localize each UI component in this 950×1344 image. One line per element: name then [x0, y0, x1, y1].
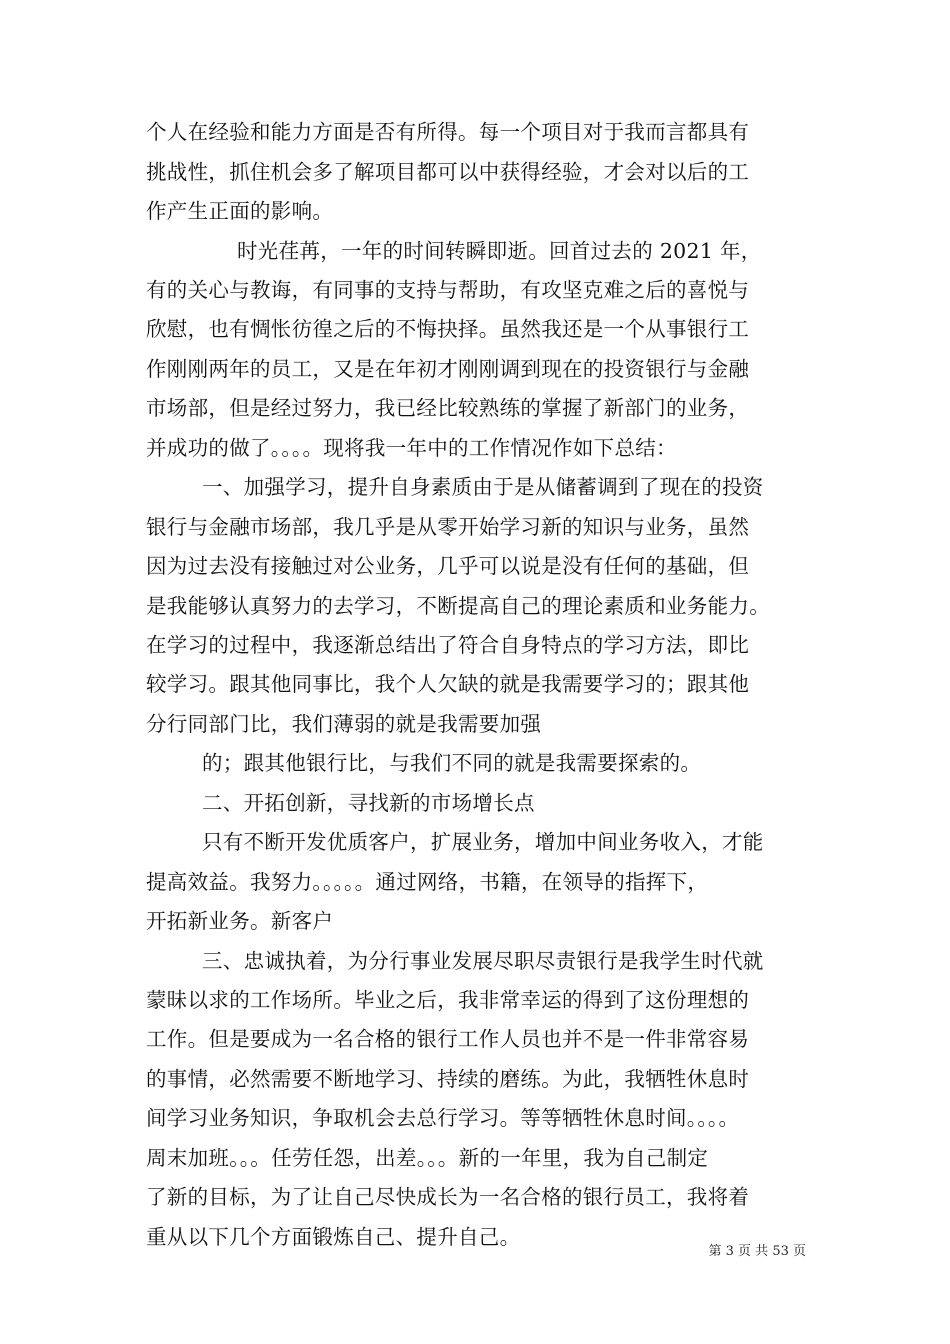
text-line: 二、开拓创新，寻找新的市场增长点 — [202, 791, 535, 815]
text-line: 欣慰，也有惆怅彷徨之后的不悔抉择。虽然我还是一个从事银行工 — [146, 317, 750, 341]
text-line: 个人在经验和能力方面是否有所得。每一个项目对于我而言都具有 — [146, 120, 750, 144]
text-line: 间学习业务知识，争取机会去总行学习。等等牺牲休息时间。。。。 — [146, 1106, 740, 1130]
text-line: 工作。但是要成为一名合格的银行工作人员也并不是一件非常容易 — [146, 1027, 750, 1051]
text-line: 一、加强学习，提升自身素质由于是从储蓄调到了现在的投资 — [202, 475, 764, 499]
text-line: 周末加班。。。任劳任怨，出差。。。新的一年里，我为自己制定 — [146, 1146, 709, 1170]
text-line: 较学习。跟其他同事比，我个人欠缺的就是我需要学习的；跟其他 — [146, 672, 750, 696]
page-number: 第 3 页 共 53 页 — [708, 1244, 806, 1259]
text-line: 是我能够认真努力的去学习，不断提高自己的理论素质和业务能力。 — [146, 594, 770, 618]
text-line: 蒙昧以求的工作场所。毕业之后，我非常幸运的得到了这份理想的 — [146, 988, 750, 1012]
text-line: 的；跟其他银行比，与我们不同的就是我需要探索的。 — [202, 751, 702, 775]
text-line: 在学习的过程中，我逐渐总结出了符合自身特点的学习方法，即比 — [146, 633, 750, 657]
text-line: 作刚刚两年的员工，又是在年初才刚刚调到现在的投资银行与金融 — [146, 357, 750, 381]
text-line: 三、忠诚执着，为分行事业发展尽职尽责银行是我学生时代就 — [202, 949, 764, 973]
text-line: 银行与金融市场部，我几乎是从零开始学习新的知识与业务，虽然 — [146, 515, 750, 539]
text-line: 了新的目标，为了让自己尽快成长为一名合格的银行员工，我将着 — [146, 1185, 750, 1209]
text-line: 因为过去没有接触过对公业务，几乎可以说是没有任何的基础，但 — [146, 554, 750, 578]
text-line: 市场部，但是经过努力，我已经比较熟练的掌握了新部门的业务， — [146, 396, 750, 420]
text-line: 的事情，必然需要不断地学习、持续的磨练。为此，我牺牲休息时 — [146, 1067, 750, 1091]
text-line: 有的关心与教诲，有同事的支持与帮助，有攻坚克难之后的喜悦与 — [146, 278, 750, 302]
text-line: 提高效益。我努力。。。。。通过网络，书籍，在领导的指挥下， — [146, 870, 709, 894]
text-line: 开拓新业务。新客户 — [146, 909, 334, 933]
text-line: 分行同部门比，我们薄弱的就是我需要加强 — [146, 712, 542, 736]
text-line: 只有不断开发优质客户，扩展业务，增加中间业务收入，才能 — [202, 830, 764, 854]
text-line: 挑战性，抓住机会多了解项目都可以中获得经验，才会对以后的工 — [146, 160, 750, 184]
text-line: 作产生正面的影响。 — [146, 199, 334, 223]
text-line: 重从以下几个方面锻炼自己、提升自己。 — [146, 1225, 521, 1249]
text-line: 时光荏苒，一年的时间转瞬即逝。回首过去的 2021 年， — [237, 239, 762, 263]
text-line: 并成功的做了。。。。现将我一年中的工作情况作如下总结： — [146, 436, 677, 460]
